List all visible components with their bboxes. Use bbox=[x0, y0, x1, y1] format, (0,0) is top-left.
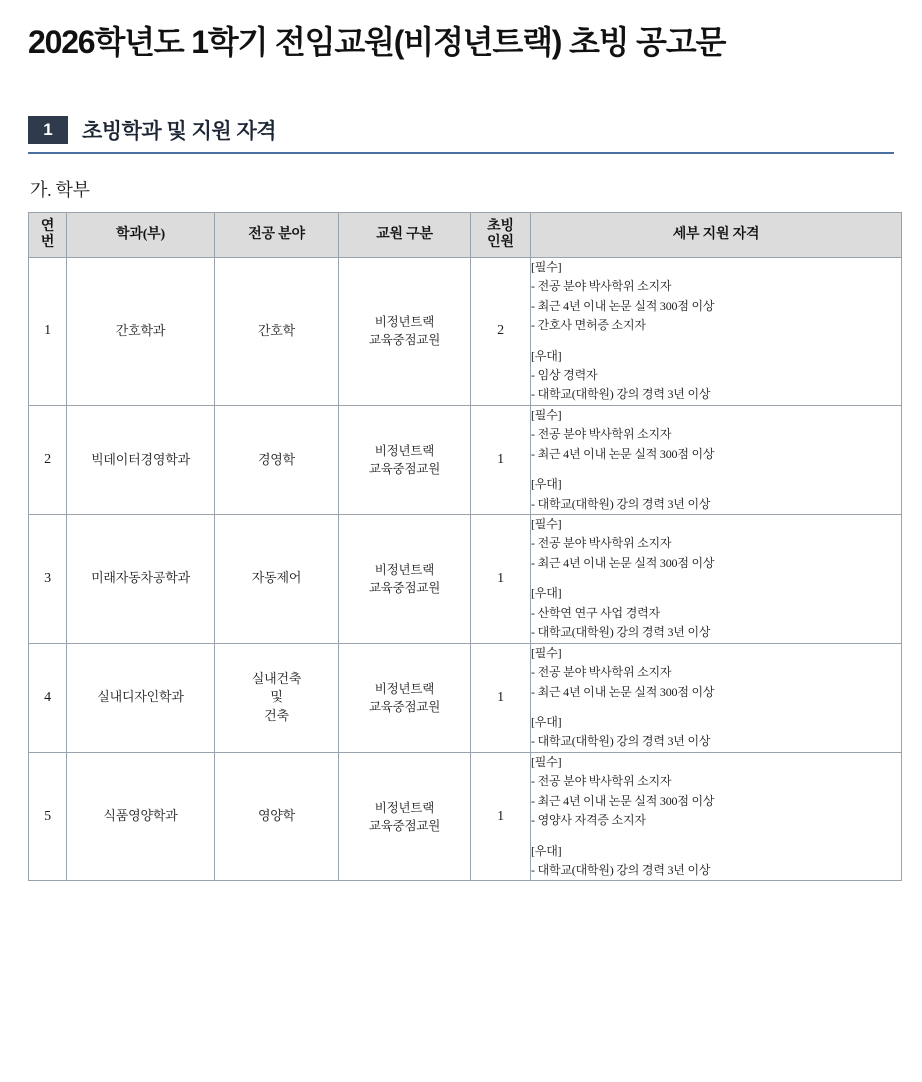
cell-type: 비정년트랙 교육중점교원 bbox=[339, 515, 471, 644]
col-header-no: 연 번 bbox=[29, 212, 67, 257]
cell-qualification: [필수] - 전공 분야 박사학위 소지자 - 최근 4년 이내 논문 실적 300점 이상 - 영양사 자격증 소지자 [우대] - 대학교(대학원) 강의 경력 3년 이상 bbox=[531, 752, 902, 881]
cell-major: 실내건축 및 건축 bbox=[215, 643, 339, 752]
cell-qualification: [필수] - 전공 분야 박사학위 소지자 - 최근 4년 이내 논문 실적 300점 이상 - 간호사 면허증 소지자 [우대] - 임상 경력자 - 대학교(대학원) 강의 경력 3년 이상 bbox=[531, 257, 902, 405]
table-row bbox=[29, 257, 902, 405]
col-header-major: 전공 분야 bbox=[215, 212, 339, 257]
cell-type: 비정년트랙 교육중점교원 bbox=[339, 643, 471, 752]
section-number-badge: 1 bbox=[28, 116, 68, 144]
cell-no: 2 bbox=[29, 405, 67, 514]
cell-dept: 미래자동차공학과 bbox=[67, 515, 215, 644]
cell-type: 비정년트랙 교육중점교원 bbox=[339, 405, 471, 514]
qual-spacer bbox=[531, 573, 901, 584]
cell-dept: 실내디자인학과 bbox=[67, 643, 215, 752]
col-header-dept: 학과(부) bbox=[67, 212, 215, 257]
col-header-count: 초빙 인원 bbox=[471, 212, 531, 257]
cell-count: 1 bbox=[471, 643, 531, 752]
qual-spacer bbox=[531, 464, 901, 475]
cell-major: 간호학 bbox=[215, 257, 339, 405]
col-header-qualification: 세부 지원 자격 bbox=[531, 212, 902, 257]
cell-qualification: [필수] - 전공 분야 박사학위 소지자 - 최근 4년 이내 논문 실적 300점 이상 [우대] - 대학교(대학원) 강의 경력 3년 이상 bbox=[531, 643, 902, 752]
cell-major: 경영학 bbox=[215, 405, 339, 514]
qual-spacer bbox=[531, 831, 901, 842]
cell-dept: 빅데이터경영학과 bbox=[67, 405, 215, 514]
cell-type: 비정년트랙 교육중점교원 bbox=[339, 257, 471, 405]
cell-type: 비정년트랙 교육중점교원 bbox=[339, 752, 471, 881]
cell-no: 4 bbox=[29, 643, 67, 752]
cell-dept: 간호학과 bbox=[67, 257, 215, 405]
qual-spacer bbox=[531, 702, 901, 713]
table-row bbox=[29, 752, 902, 881]
cell-no: 1 bbox=[29, 257, 67, 405]
section-title: 초빙학과 및 지원 자격 bbox=[82, 119, 277, 143]
table-header-row bbox=[29, 212, 902, 257]
cell-no: 3 bbox=[29, 515, 67, 644]
cell-count: 2 bbox=[471, 257, 531, 405]
table-row bbox=[29, 405, 902, 514]
cell-dept: 식품영양학과 bbox=[67, 752, 215, 881]
section-heading bbox=[24, 115, 898, 145]
subsection-label: 가. 학부 bbox=[30, 179, 90, 200]
table-row bbox=[29, 515, 902, 644]
cell-count: 1 bbox=[471, 515, 531, 644]
qual-spacer bbox=[531, 336, 901, 347]
cell-major: 자동제어 bbox=[215, 515, 339, 644]
cell-qualification: [필수] - 전공 분야 박사학위 소지자 - 최근 4년 이내 논문 실적 300점 이상 [우대] - 대학교(대학원) 강의 경력 3년 이상 bbox=[531, 405, 902, 514]
table-row bbox=[29, 643, 902, 752]
recruitment-table bbox=[28, 212, 902, 882]
cell-qualification: [필수] - 전공 분야 박사학위 소지자 - 최근 4년 이내 논문 실적 300점 이상 [우대] - 산학연 연구 사업 경력자 - 대학교(대학원) 강의 경력 3년 이상 bbox=[531, 515, 902, 644]
col-header-type: 교원 구분 bbox=[339, 212, 471, 257]
cell-major: 영양학 bbox=[215, 752, 339, 881]
cell-no: 5 bbox=[29, 752, 67, 881]
section-divider bbox=[28, 152, 894, 154]
cell-count: 1 bbox=[471, 752, 531, 881]
page-title: 2026학년도 1학기 전임교원(비정년트랙) 초빙 공고문 bbox=[28, 24, 726, 60]
cell-count: 1 bbox=[471, 405, 531, 514]
